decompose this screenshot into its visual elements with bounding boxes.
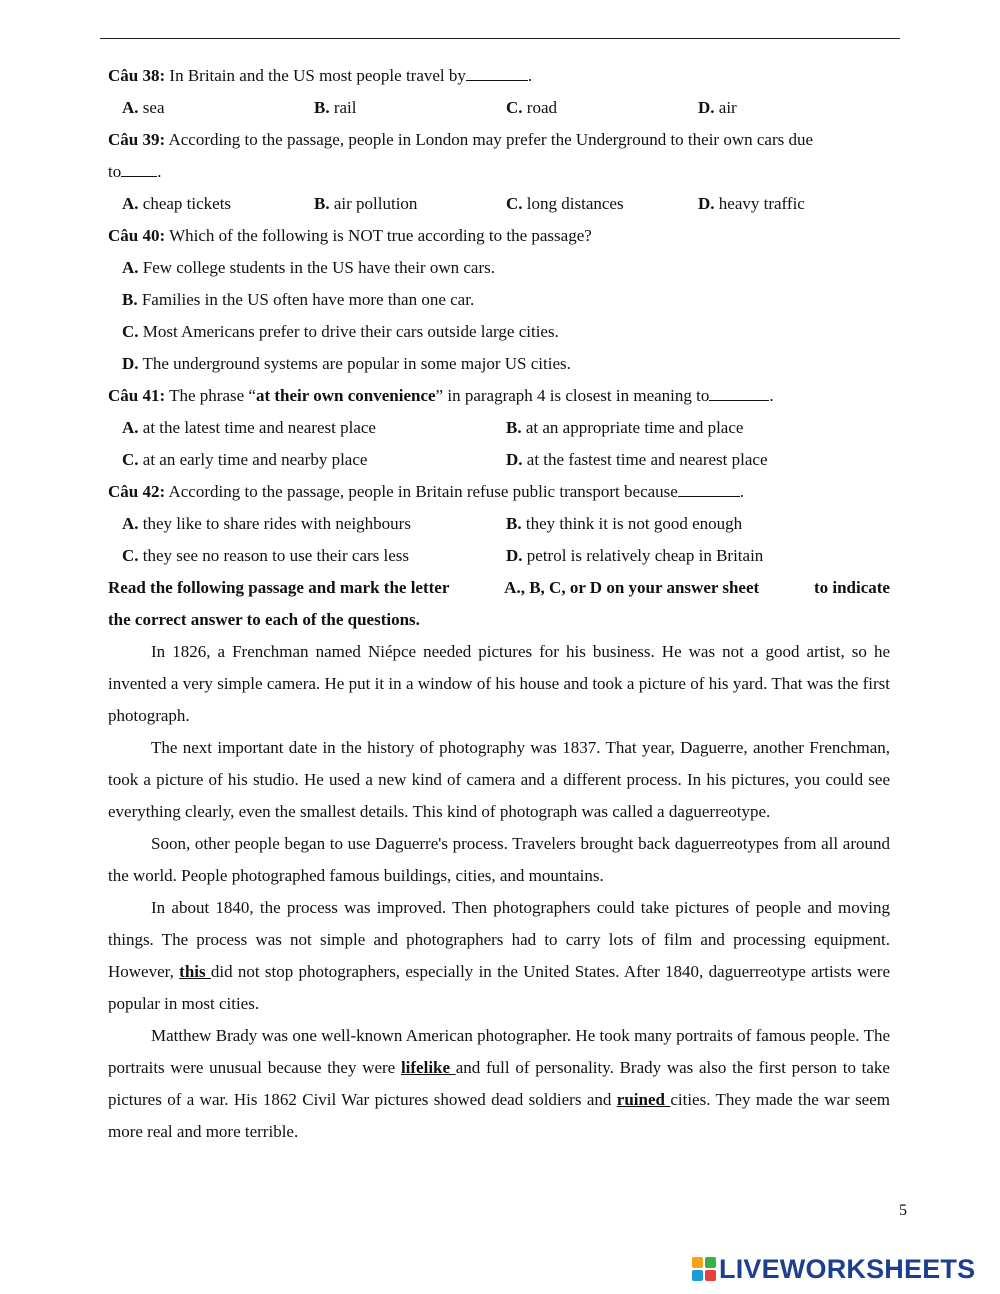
paragraph-text: In about 1840, the process was improved. Then photographers could take pictures of people and moving things. The process was not simple and photographers had to carry lots of film and processing equipment. However, (108, 898, 890, 981)
question-text-continued: to (108, 162, 122, 181)
option-text: air (718, 98, 737, 117)
question-label: Câu 38: (108, 66, 166, 85)
page-content (108, 60, 890, 1148)
answer-blank (678, 476, 740, 497)
option-a (122, 508, 506, 540)
paragraph-text: and full of personality. Brady was also the first person to take pictures of a war. His 1862 Civil War pictures showed dead soldiers and (108, 1058, 890, 1109)
option-text: at the fastest time and nearest place (526, 450, 768, 469)
option-text: petrol is relatively cheap in Britain (526, 546, 764, 565)
option-text: they see no reason to use their cars less (142, 546, 410, 565)
option-c (506, 92, 698, 124)
option-a (108, 252, 890, 284)
option-b (506, 412, 890, 444)
passage-paragraph-5 (108, 1020, 890, 1148)
logo-text: LIVEWORKSHEETS (719, 1253, 976, 1284)
paragraph-text: cities. They made the war seem more real and more terrible. (108, 1090, 890, 1141)
question-label: Câu 40: (108, 226, 166, 245)
underlined-word-lifelike: lifelike (400, 1058, 456, 1077)
option-letter: C. (506, 98, 523, 117)
option-text: cheap tickets (142, 194, 232, 213)
option-text: The underground systems are popular in some major US cities. (142, 354, 571, 373)
option-b (314, 188, 506, 220)
question-text: According to the passage, people in London may prefer the Underground to their own cars due (168, 130, 814, 149)
logo-square-green (705, 1257, 716, 1268)
logo-square-blue (692, 1270, 703, 1281)
option-letter: B. (314, 194, 330, 213)
question-end: . (739, 482, 745, 501)
instruction-part: A., B, C, or D on your answer sheet (504, 578, 760, 597)
logo-square-red (705, 1270, 716, 1281)
option-b (314, 92, 506, 124)
option-letter: C. (122, 450, 139, 469)
question-41 (108, 380, 890, 412)
option-text: at the latest time and nearest place (142, 418, 376, 437)
paragraph-text: Matthew Brady was one well-known American photographer. He took many portraits of famous people. The portraits were unusual because they were (108, 1026, 890, 1077)
answer-blank (466, 60, 528, 81)
option-d (506, 540, 890, 572)
option-a (122, 92, 314, 124)
liveworksheets-logo-icon (692, 1257, 716, 1281)
option-letter: B. (314, 98, 330, 117)
option-text: at an appropriate time and place (525, 418, 744, 437)
question-end: . (527, 66, 533, 85)
option-text: they like to share rides with neighbours (142, 514, 411, 533)
option-c (506, 188, 698, 220)
highlighted-phrase: at their own convenience (255, 386, 436, 405)
option-c (122, 444, 506, 476)
option-d (108, 348, 890, 380)
option-letter: C. (506, 194, 523, 213)
option-letter: B. (506, 514, 522, 533)
option-letter: A. (122, 514, 139, 533)
option-b (506, 508, 890, 540)
option-letter: D. (506, 450, 523, 469)
option-d (698, 188, 890, 220)
question-42 (108, 476, 890, 508)
passage-instruction (108, 572, 890, 604)
option-text: Families in the US often have more than one car. (141, 290, 475, 309)
option-text: air pollution (333, 194, 418, 213)
options-41-row1 (108, 412, 890, 444)
question-38 (108, 60, 890, 92)
option-c (122, 540, 506, 572)
option-text: heavy traffic (718, 194, 805, 213)
option-letter: D. (122, 354, 139, 373)
header-rule (100, 38, 900, 39)
passage-paragraph-2: The next important date in the history of photography was 1837. That year, Daguerre, another Frenchman, took a picture of his studio. He used a new kind of camera and a different process. In his pictures, you could see everything clearly, even the smallest details. This kind of photograph was called a daguerreotype. (108, 738, 890, 821)
option-text: at an early time and nearby place (142, 450, 368, 469)
passage-instruction-line2: the correct answer to each of the questions. (108, 610, 420, 629)
option-text: sea (142, 98, 165, 117)
question-39-cont (108, 156, 890, 188)
option-letter: A. (122, 258, 139, 277)
answer-blank (121, 156, 157, 177)
options-38 (108, 92, 890, 124)
option-d (698, 92, 890, 124)
question-label: Câu 41: (108, 386, 166, 405)
options-41-row2 (108, 444, 890, 476)
question-text: In Britain and the US most people travel by (169, 66, 466, 85)
logo-square-orange (692, 1257, 703, 1268)
option-a (122, 188, 314, 220)
options-42-row2 (108, 540, 890, 572)
option-text: they think it is not good enough (525, 514, 743, 533)
question-text: ” in paragraph 4 is closest in meaning to (435, 386, 710, 405)
option-letter: D. (698, 194, 715, 213)
underlined-word-this: this (179, 962, 211, 981)
question-text: The phrase “ (169, 386, 256, 405)
question-end: . (769, 386, 774, 405)
option-text: rail (333, 98, 357, 117)
option-letter: B. (506, 418, 522, 437)
liveworksheets-logo[interactable] (692, 1254, 975, 1284)
underlined-word-ruined: ruined (616, 1090, 671, 1109)
options-39 (108, 188, 890, 220)
options-42-row1 (108, 508, 890, 540)
option-d (506, 444, 890, 476)
question-label: Câu 42: (108, 482, 166, 501)
passage-paragraph-3: Soon, other people began to use Daguerre's process. Travelers brought back daguerreotypes from all around the world. People photographed famous buildings, cities, and mountains. (108, 834, 890, 885)
option-letter: C. (122, 546, 139, 565)
question-text: Which of the following is NOT true according to the passage? (169, 226, 592, 245)
option-text: Few college students in the US have their own cars. (142, 258, 495, 277)
question-label: Câu 39: (108, 130, 166, 149)
instruction-part: to indicate (813, 578, 890, 597)
passage-paragraph-4 (108, 892, 890, 1020)
option-text: road (526, 98, 557, 117)
option-letter: C. (122, 322, 139, 341)
option-letter: D. (506, 546, 523, 565)
question-text: According to the passage, people in Britain refuse public transport because (168, 482, 678, 501)
option-text: Most Americans prefer to drive their cars outside large cities. (142, 322, 559, 341)
option-letter: A. (122, 418, 139, 437)
instruction-part: Read the following passage and mark the letter (108, 578, 450, 597)
question-40 (108, 220, 890, 252)
option-letter: B. (122, 290, 138, 309)
answer-blank (709, 380, 769, 401)
page-number: 5 (899, 1202, 907, 1219)
paragraph-text: did not stop photographers, especially in the United States. After 1840, daguerreotype artists were popular in most cities. (108, 962, 891, 1013)
option-b (108, 284, 890, 316)
option-letter: A. (122, 194, 139, 213)
passage-paragraph-1: In 1826, a Frenchman named Niépce needed pictures for his business. He was not a good artist, so he invented a very simple camera. He put it in a window of his house and took a picture of his yard. That was the first photograph. (108, 642, 890, 725)
question-end: . (157, 162, 162, 181)
option-c (108, 316, 890, 348)
question-39 (108, 124, 890, 156)
option-a (122, 412, 506, 444)
option-text: long distances (526, 194, 624, 213)
option-letter: A. (122, 98, 139, 117)
option-letter: D. (698, 98, 715, 117)
